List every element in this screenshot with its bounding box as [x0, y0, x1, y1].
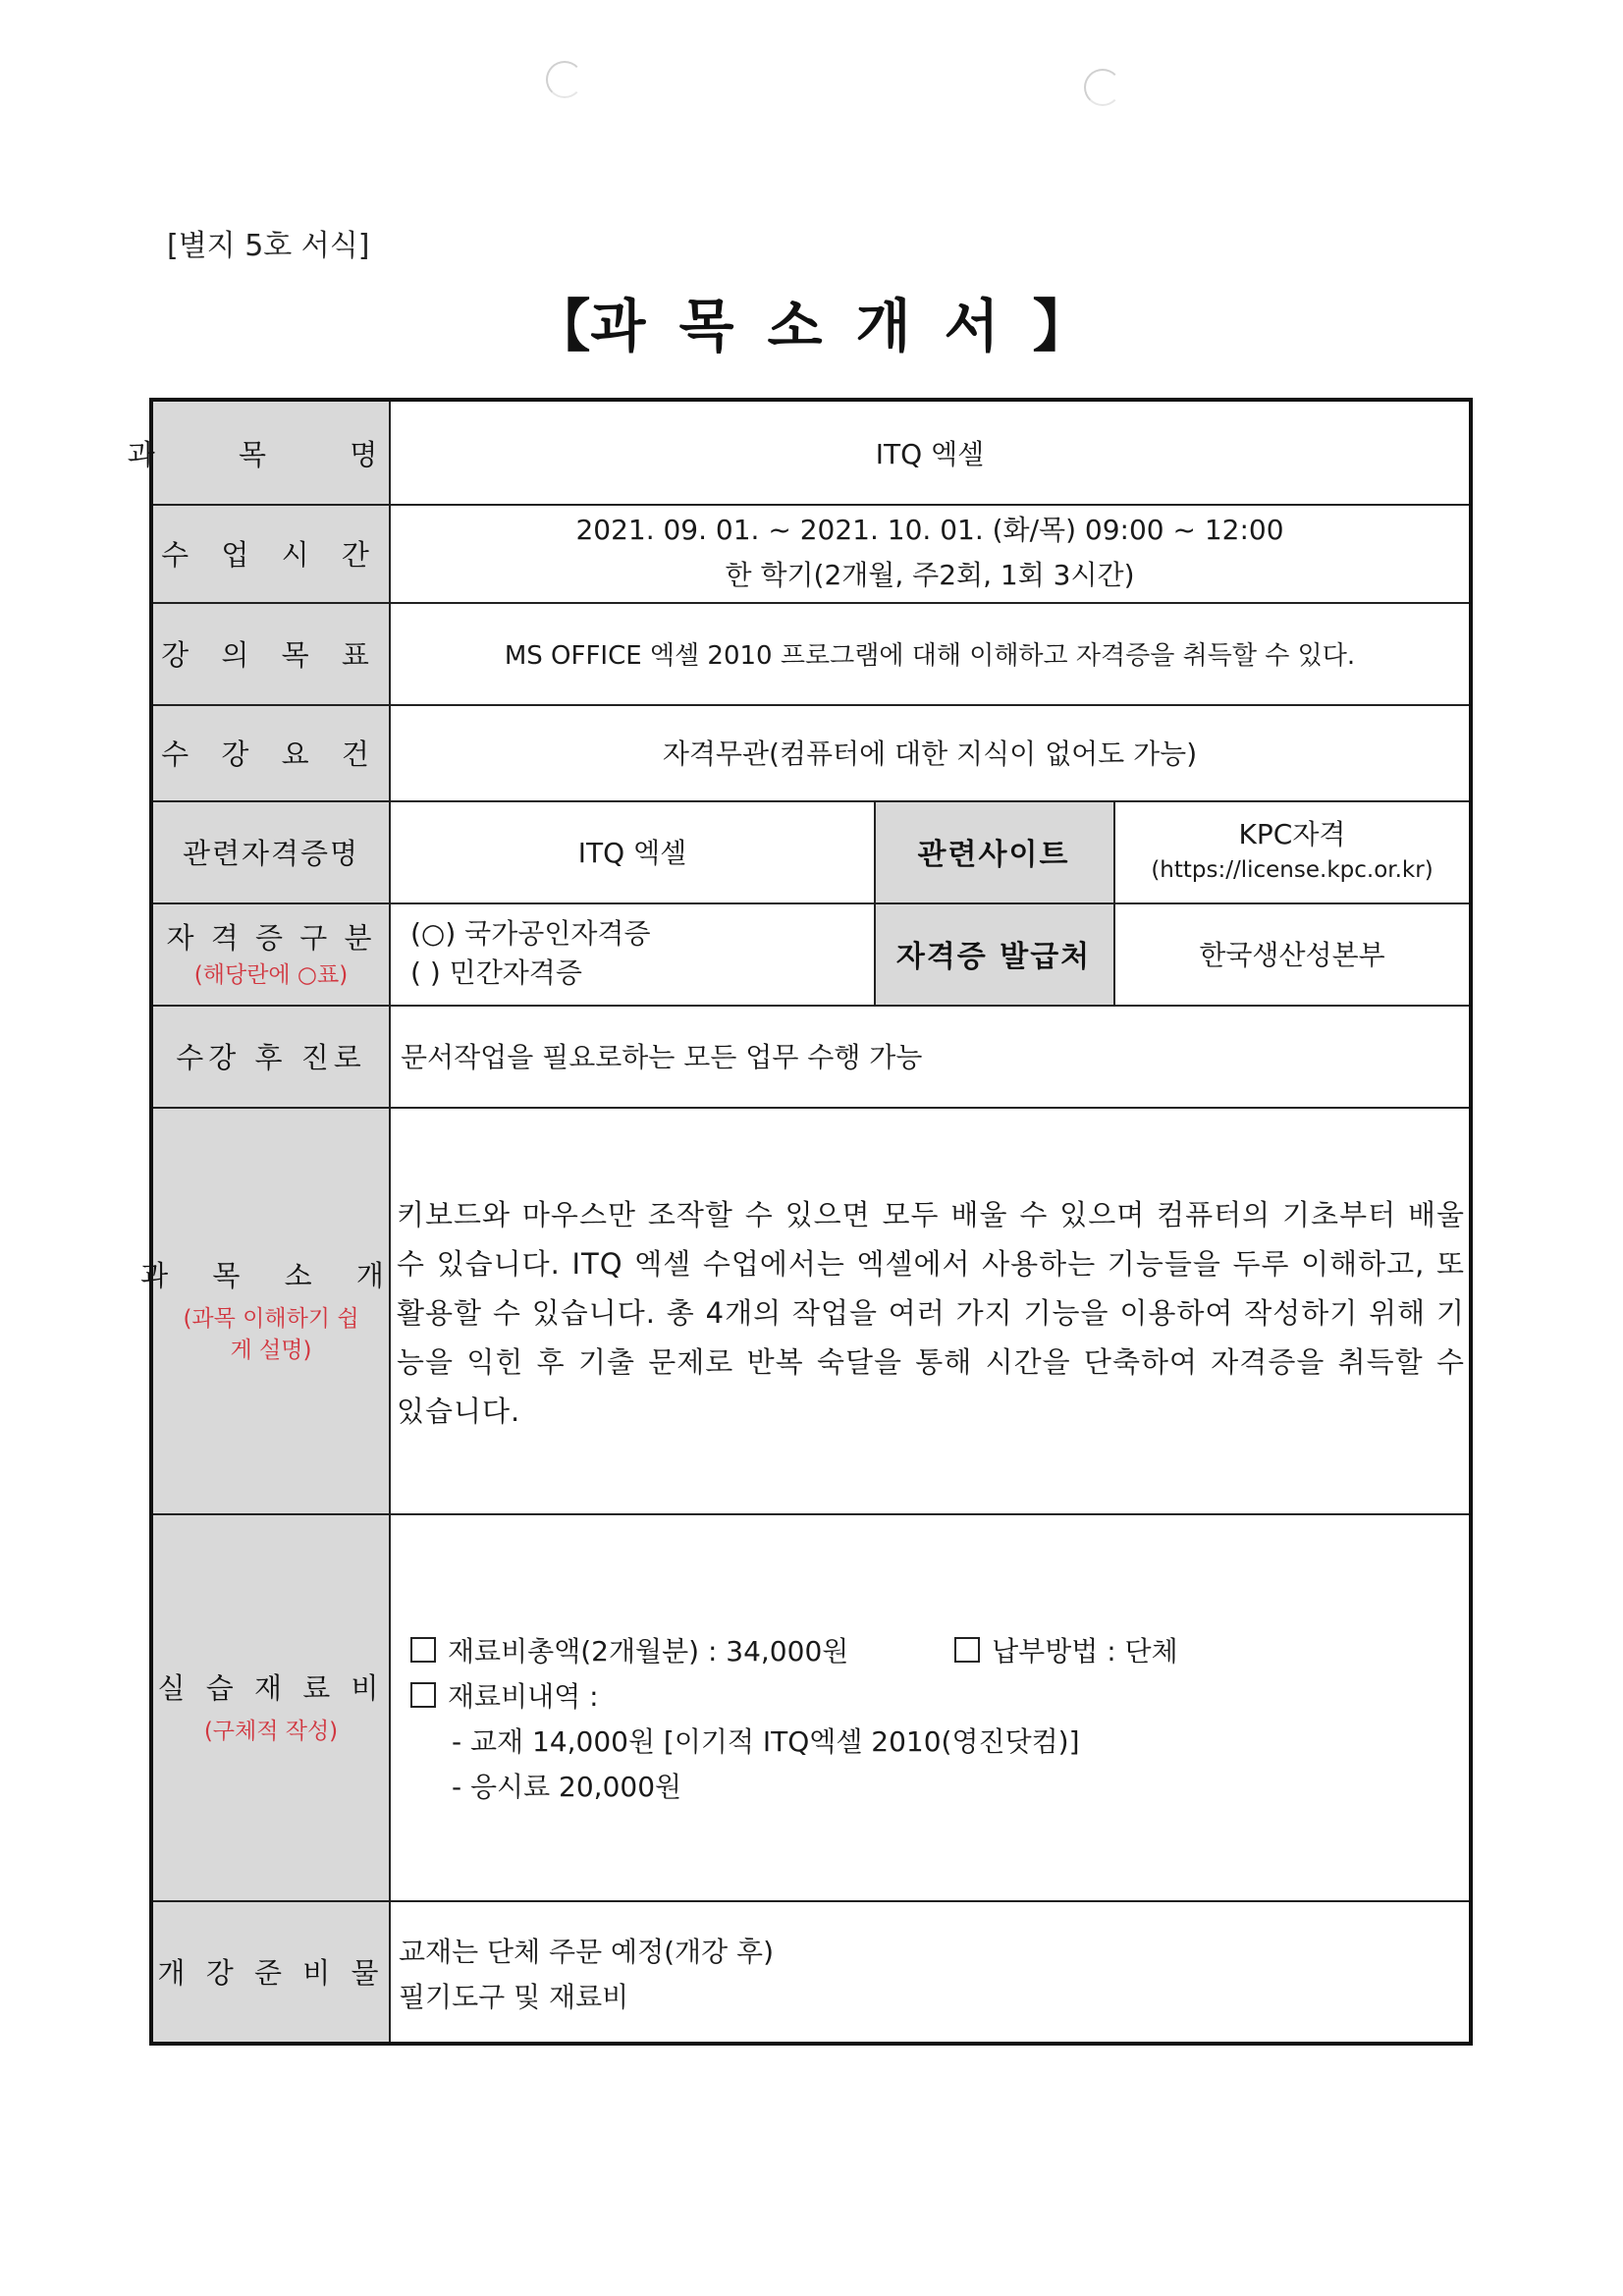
row-divider — [153, 1107, 1469, 1109]
site-value-cell — [1115, 800, 1469, 902]
prep-line: 필기도구 및 재료비 — [399, 1981, 629, 2013]
material-detail-line — [410, 1674, 1469, 1720]
site-url: (https://license.kpc.or.kr) — [1151, 857, 1434, 883]
issuer-value-cell — [1115, 902, 1469, 1005]
title-close-bracket: 】 — [1032, 293, 1090, 359]
material-item: - 응시료 20,000원 — [452, 1771, 682, 1803]
goal-value-cell — [391, 602, 1469, 704]
prep-value-cell — [399, 1930, 1469, 2020]
intro-text: 키보드와 마우스만 조작할 수 있으면 모두 배울 수 있으며 컴퓨터의 기초부터 배울 수 있습니다. ITQ 엑셀 수업에서는 엑셀에서 사용하는 기능들을 두루 이해하고, 또 활용할 수 있습니다. 총 4개의 작업을 여러 가지 기능을 이용하여 작성하기 위해 기능을 익힌 후 기출 문제로 반복 숙달을 통해 시간을 단축하여 자격증을 취득할 수 있습니다. — [397, 1198, 1465, 1428]
material-total-line — [410, 1629, 1469, 1674]
payment-method: 납부방법 : 단체 — [992, 1635, 1178, 1667]
class-frequency: 한 학기(2개월, 주2회, 1회 3시간) — [725, 559, 1135, 591]
site-name: KPC자격 — [1238, 818, 1346, 850]
certificate-value-cell — [391, 800, 874, 902]
checkbox-icon — [410, 1682, 436, 1708]
cert-type-options — [410, 902, 872, 1005]
checkbox-icon — [954, 1637, 980, 1663]
form-code: [별지 5호 서식] — [167, 229, 370, 263]
material-total: 재료비총액(2개월분) : 34,000원 — [448, 1635, 849, 1667]
issuer-label-cell — [874, 902, 1113, 1005]
row-divider — [153, 1513, 1469, 1515]
label-career — [153, 1005, 389, 1107]
label-class-time — [153, 504, 389, 602]
prep-line: 교재는 단체 주문 예정(개강 후) — [399, 1936, 775, 1968]
requirement-value-cell — [391, 704, 1469, 800]
course-name-value: ITQ 엑셀 — [875, 438, 985, 470]
material-value-cell — [410, 1629, 1469, 1810]
career-value-cell — [401, 1005, 1469, 1107]
course-name-value-cell — [391, 402, 1469, 504]
row-divider — [153, 1900, 1469, 1902]
cert-option-national: (○) 국가공인자격증 — [410, 917, 651, 950]
label-text: 수강 후 진로 — [176, 1040, 366, 1074]
label-text: 강 의 목 표 — [161, 637, 381, 672]
site-label-cell — [874, 800, 1113, 902]
label-material — [153, 1513, 389, 1900]
material-detail-title: 재료비내역 : — [448, 1680, 599, 1713]
label-text: 자 격 증 구 분 — [166, 920, 376, 955]
label-text: 실 습 재 료 비 — [157, 1670, 385, 1705]
label-course-name — [127, 402, 415, 504]
label-text: 수 업 시 간 — [161, 537, 381, 572]
label-text: 수 강 요 건 — [161, 737, 381, 771]
label-prep — [153, 1900, 389, 2042]
class-period: 2021. 09. 01. ~ 2021. 10. 01. (화/목) 09:00 ~ 12:00 — [575, 514, 1284, 546]
checkbox-icon — [410, 1637, 436, 1663]
site-label: 관련사이트 — [917, 838, 1070, 872]
class-time-value-cell — [391, 504, 1469, 602]
label-intro — [140, 1107, 402, 1513]
label-sub: (과목 이해하기 쉽게 설명) — [183, 1306, 359, 1363]
title-open-bracket: 【 — [533, 293, 591, 359]
label-cert-type — [153, 902, 389, 1005]
goal-value: MS OFFICE 엑셀 2010 프로그램에 대해 이해하고 자격증을 취득할 수 있다. — [504, 640, 1356, 671]
label-text: 관련자격증명 — [182, 836, 360, 870]
punch-hole-right — [1084, 69, 1121, 106]
issuer-label: 자격증 발급처 — [895, 940, 1092, 974]
material-item: - 교재 14,000원 [이기적 ITQ엑셀 2010(영진닷컴)] — [452, 1725, 1080, 1758]
label-text: 과 목 소 개 — [140, 1259, 402, 1293]
title-text: 과목소개서 — [590, 293, 1033, 359]
cert-option-private: ( ) 민간자격증 — [410, 957, 582, 989]
punch-hole-left — [546, 61, 583, 98]
requirement-value: 자격무관(컴퓨터에 대한 지식이 없어도 가능) — [662, 738, 1198, 770]
label-goal — [153, 602, 389, 704]
label-sub: (구체적 작성) — [203, 1718, 339, 1744]
career-value: 문서작업을 필요로하는 모든 업무 수행 가능 — [401, 1041, 923, 1073]
label-text: 개 강 준 비 물 — [157, 1955, 385, 1990]
label-requirement — [153, 704, 389, 800]
column-divider — [874, 800, 876, 1005]
label-sub: (해당란에 ○표) — [193, 961, 349, 988]
label-certificate — [153, 800, 389, 902]
document-title — [0, 280, 1623, 362]
label-text: 과 목 명 — [127, 437, 415, 471]
issuer-value: 한국생산성본부 — [1199, 939, 1385, 971]
certificate-value: ITQ 엑셀 — [577, 837, 687, 869]
